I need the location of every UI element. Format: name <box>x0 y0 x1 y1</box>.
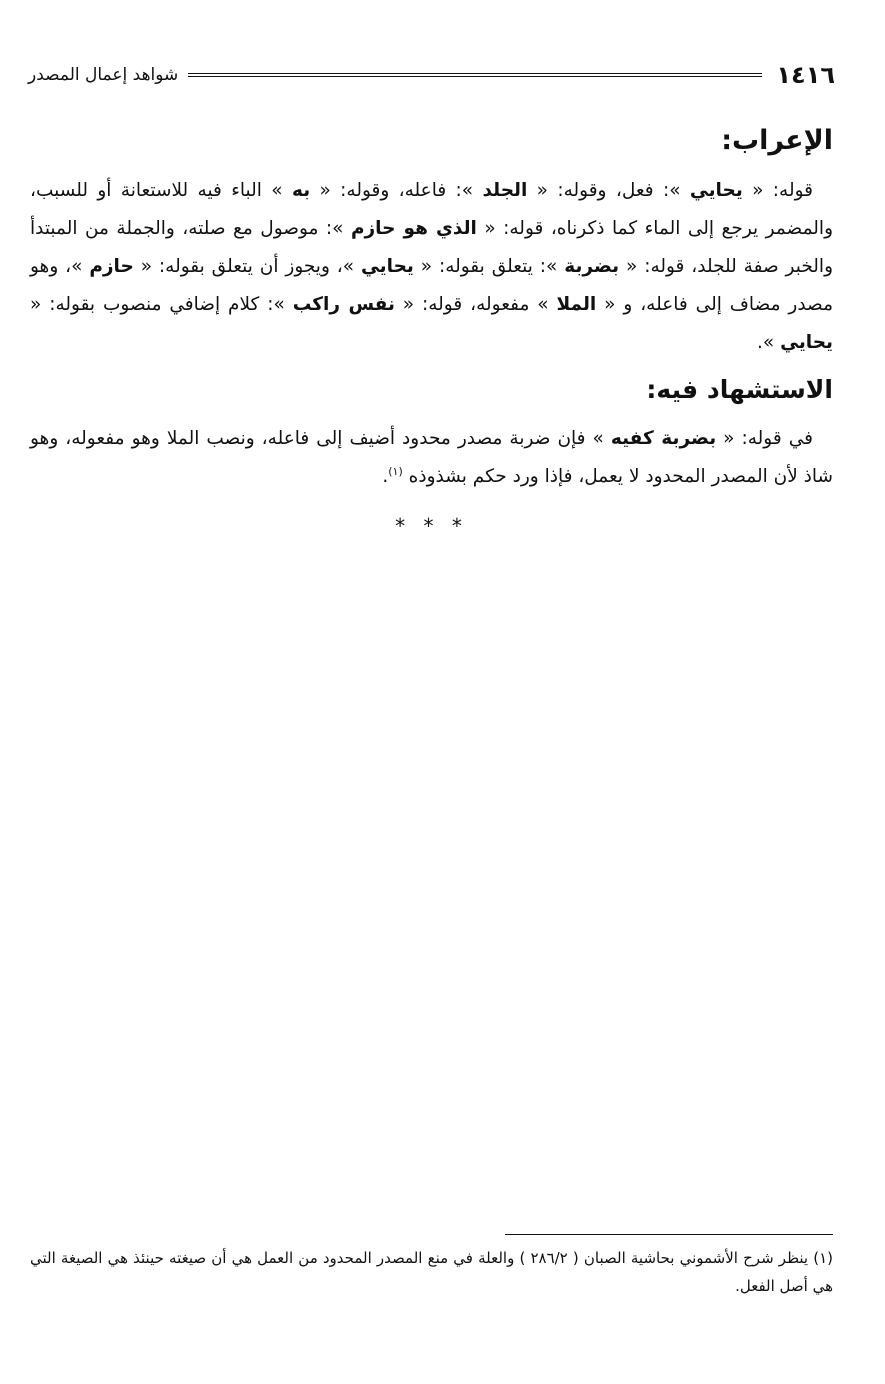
quoted-term: نفس راكب <box>292 294 395 315</box>
text-run: »: يتعلق بقوله: « <box>413 256 565 277</box>
text-run: قوله: « <box>742 180 813 201</box>
section-heading-istishhad: الاستشهاد فيه: <box>646 375 833 404</box>
footnote-reference: (١) <box>388 464 403 478</box>
text-run: »، وهو مصدر مضاف إلى فاعله، و « <box>30 256 834 315</box>
text-run: »: فعل، وقوله: « <box>527 180 690 201</box>
quoted-term: يحايي <box>360 256 414 277</box>
quoted-term: الملا <box>556 294 597 315</box>
text-run: » الباء فيه للاستعانة أو للسبب، والمضمر يرجع إلى الماء كما ذكرناه، قوله: « <box>30 180 834 239</box>
text-run: ». <box>757 332 781 353</box>
footnote: (١) ينظر شرح الأشموني بحاشية الصبان ( ٢٨٦/٢ ) والعلة في منع المصدر المحدود من العمل هي أن صيغته حينئذ هي الصيغة التي هي أصل الفعل. <box>30 1249 833 1295</box>
quoted-term: يحايي <box>780 332 833 353</box>
footnote-rule <box>505 1234 833 1235</box>
text-run: »: فاعله، وقوله: « <box>310 180 483 201</box>
istishhad-end: . <box>382 466 389 487</box>
section-heading-irab: الإعراب: <box>721 125 833 156</box>
quoted-term: بضربة <box>564 256 620 277</box>
text-run: في قوله: « <box>716 428 813 449</box>
text-run: » مفعوله، قوله: « <box>394 294 557 315</box>
istishhad-text <box>30 428 833 487</box>
irab-paragraph <box>30 172 833 362</box>
text-run: »: كلام إضافي منصوب بقوله: « <box>30 294 293 315</box>
quoted-term: الجلد <box>482 180 528 201</box>
page-number: ١٤١٦ <box>776 61 835 89</box>
istishhad-paragraph <box>30 420 833 496</box>
header-rule <box>188 73 762 77</box>
quoted-term: حازم <box>89 256 134 277</box>
quoted-term: بضربة كفيه <box>610 428 717 449</box>
page-header <box>28 58 835 92</box>
text-run: » فإن ضربة مصدر محدود أضيف إلى فاعله، ونصب الملا وهو مفعوله، وهو شاذ لأن المصدر المحدود لا يعمل، فإذا ورد حكم بشذوذه <box>30 428 833 487</box>
main-content <box>30 118 833 538</box>
running-title: شواهد إعمال المصدر <box>28 65 179 85</box>
text-run: »، ويجوز أن يتعلق بقوله: « <box>133 256 361 277</box>
quoted-term: به <box>291 180 311 201</box>
quoted-term: الذي هو حازم <box>350 218 477 239</box>
quoted-term: يحايي <box>689 180 743 201</box>
section-separator: * * * <box>395 514 468 538</box>
text-run: »: موصول مع صلته، والجملة من المبتدأ والخبر صفة للجلد، قوله: « <box>30 218 833 277</box>
